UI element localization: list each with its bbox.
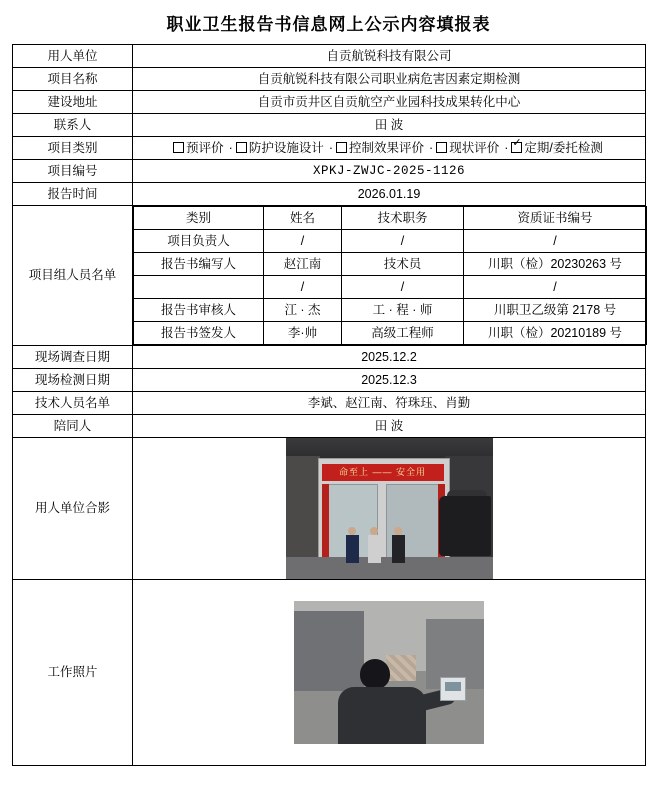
team-cert-cell: / [464,230,647,253]
photo-floor [286,557,493,579]
project-no-value: XPKJ-ZWJC-2025-1126 [133,160,646,183]
category-option-1[interactable] [173,141,224,155]
category-options[interactable] [133,141,645,156]
checkbox-icon[interactable] [436,142,447,153]
checkbox-checked-icon[interactable] [511,142,522,153]
report-time-label: 报告时间 [13,183,133,206]
table-row-tech-staff [13,392,646,415]
team-name-cell: 江 · 杰 [264,299,342,322]
category-option-label: 预评价 [186,140,224,155]
option-separator: · [328,140,333,155]
team-table-header-2: 姓名 [264,207,342,230]
checkbox-icon[interactable] [173,142,184,153]
team-post-cell: / [342,230,464,253]
report-form-table [12,44,646,766]
contact-value: 田 波 [133,114,646,137]
team-role-cell: 项目负责人 [134,230,264,253]
team-name-cell: / [264,276,342,299]
test-date-label: 现场检测日期 [13,369,133,392]
option-separator: · [429,140,434,155]
address-value: 自贡市贡井区自贡航空产业园科技成果转化中心 [133,91,646,114]
photo-banner: 命至上 —— 安全用 [322,464,444,481]
team-table-row [134,322,647,345]
table-row-contact [13,114,646,137]
table-row-category [13,137,646,160]
team-table-header-4: 资质证书编号 [464,207,647,230]
table-row-report-time [13,183,646,206]
team-table-header-1: 类别 [134,207,264,230]
team-role-cell [134,276,264,299]
table-row-address [13,91,646,114]
employer-label: 用人单位 [13,45,133,68]
team-role-cell: 报告书签发人 [134,322,264,345]
tech-staff-label: 技术人员名单 [13,392,133,415]
report-time-value: 2026.01.19 [133,183,646,206]
photo-red-strip-left [322,484,329,560]
checkbox-icon[interactable] [336,142,347,153]
table-row-test-date [13,369,646,392]
category-label: 项目类别 [13,137,133,160]
photo-person-left [346,527,359,563]
team-cert-cell: 川职卫乙级第 2178 号 [464,299,647,322]
team-role-cell: 报告书审核人 [134,299,264,322]
category-option-label: 定期/委托检测 [524,140,603,155]
group-photo-label: 用人单位合影 [13,438,133,580]
work-photo-machine-left [294,611,364,691]
measuring-device-icon [440,677,466,701]
team-label: 项目组人员名单 [13,206,133,346]
category-option-2[interactable] [236,141,324,155]
category-option-4[interactable] [436,141,499,155]
team-table-row [134,276,647,299]
work-photo-image [294,601,484,744]
team-post-cell: 高级工程师 [342,322,464,345]
team-cert-cell: 川职（检）20230263 号 [464,253,647,276]
option-separator: · [504,140,509,155]
team-table-header-row [134,207,647,230]
table-row-survey-date [13,346,646,369]
category-option-label: 控制效果评价 [349,140,425,155]
group-photo-image [286,438,493,579]
team-name-cell: 李·帅 [264,322,342,345]
category-option-5[interactable] [511,141,602,155]
table-row-escort [13,415,646,438]
project-no-label: 项目编号 [13,160,133,183]
team-name-cell: / [264,230,342,253]
escort-label: 陪同人 [13,415,133,438]
team-member-table [133,206,647,345]
table-row-group-photo [13,438,646,580]
tech-staff-value: 李斌、赵江南、符珠珏、肖勤 [133,392,646,415]
work-photo-cell [133,580,646,766]
table-row-project-no [13,160,646,183]
category-option-label: 现状评价 [449,140,500,155]
survey-date-value: 2025.12.2 [133,346,646,369]
category-option-3[interactable] [336,141,424,155]
project-name-value: 自贡航锐科技有限公司职业病危害因素定期检测 [133,68,646,91]
team-post-cell: 技术员 [342,253,464,276]
photo-person-right [392,527,405,563]
team-post-cell: 工 · 程 · 师 [342,299,464,322]
team-cert-cell: 川职（检）20210189 号 [464,322,647,345]
test-date-value: 2025.12.3 [133,369,646,392]
team-table-row [134,253,647,276]
address-label: 建设地址 [13,91,133,114]
team-role-cell: 报告书编写人 [134,253,264,276]
category-option-label: 防护设施设计 [248,140,324,155]
team-table-row [134,230,647,253]
photo-car [439,496,491,556]
contact-label: 联系人 [13,114,133,137]
survey-date-label: 现场调查日期 [13,346,133,369]
team-post-cell: / [342,276,464,299]
table-row-team [13,206,646,346]
checkbox-icon[interactable] [236,142,247,153]
table-row-project-name [13,68,646,91]
work-photo-head [360,659,390,689]
work-photo-blurred-face [386,655,416,681]
option-separator: · [228,140,233,155]
photo-person-middle [368,527,381,563]
page-title: 职业卫生报告书信息网上公示内容填报表 [166,15,491,34]
work-photo-label: 工作照片 [13,580,133,766]
group-photo-cell [133,438,646,580]
table-row-employer [13,45,646,68]
team-table-row [134,299,647,322]
team-cert-cell: / [464,276,647,299]
project-name-label: 项目名称 [13,68,133,91]
team-table-header-3: 技术职务 [342,207,464,230]
employer-value: 自贡航锐科技有限公司 [133,45,646,68]
work-photo-body [338,687,426,744]
escort-value: 田 波 [133,415,646,438]
team-name-cell: 赵江南 [264,253,342,276]
table-row-work-photo [13,580,646,766]
